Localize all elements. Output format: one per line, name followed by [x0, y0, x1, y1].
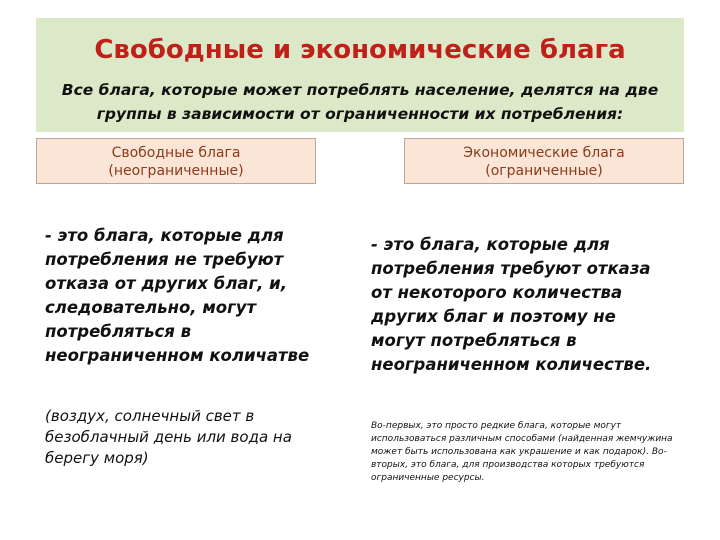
free-goods-heading-box — [36, 138, 316, 184]
free-goods-example: (воздух, солнечный свет в безоблачный день или вода на берегу моря) — [45, 407, 292, 467]
slide-title: Свободные и экономические блага — [94, 35, 626, 65]
economic-goods-definition: - это блага, которые для потребления требуют отказа от некоторого количества других благ и поэтому не могут потребляться в неограниченном количестве. — [371, 235, 652, 374]
economic-goods-note: Во-первых, это просто редкие блага, которые могут использоваться различным способами (найденная жемчужина может быть использована как украшение и как подарок). Во-вторых, это блага, для производства которых требуются ограниченные ресурсы. — [371, 421, 673, 483]
free-goods-heading: Свободные блага — [111, 145, 241, 161]
economic-goods-subheading: (ограниченные) — [485, 163, 603, 179]
economic-goods-heading-box — [404, 138, 684, 184]
slide-subtitle: Все блага, которые может потреблять население, делятся на две группы в зависимости от ограниченности их потребления: — [61, 81, 659, 123]
free-goods-subheading: (неограниченные) — [108, 163, 244, 179]
slide-header — [36, 18, 684, 132]
economic-goods-heading: Экономические блага — [463, 145, 625, 161]
free-goods-definition: - это блага, которые для потребления не требуют отказа от других благ, и, следовательно, могут потребляться в неограниченном количатве — [45, 226, 310, 365]
